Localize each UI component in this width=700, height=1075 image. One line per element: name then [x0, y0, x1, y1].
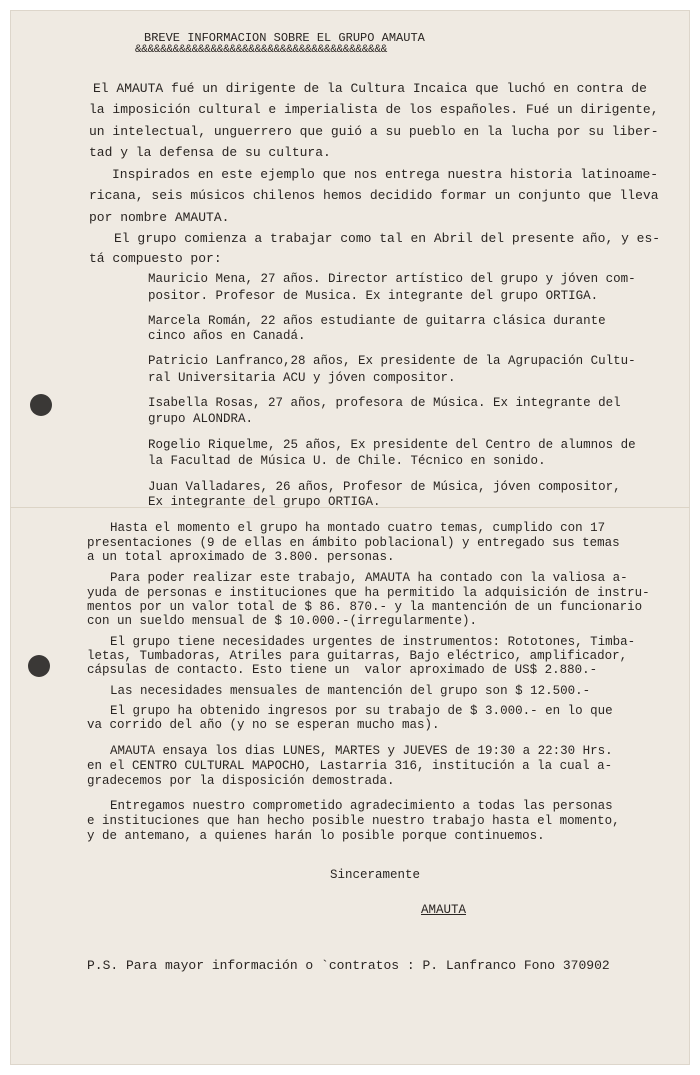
- intro-line: la imposición cultural e imperialista de los españoles. Fué un dirigente,: [89, 102, 659, 117]
- body-line: Hasta el momento el grupo ha montado cuatro temas, cumplido con 17: [110, 521, 606, 535]
- title-underline: &&&&&&&&&&&&&&&&&&&&&&&&&&&&&&&&&&&&&&&&: [135, 44, 388, 56]
- body-line: Para poder realizar este trabajo, AMAUTA ha contado con la valiosa a-: [110, 571, 628, 585]
- body-line: Entregamos nuestro comprometido agradecimiento a todas las personas: [110, 799, 613, 813]
- body-line: en el CENTRO CULTURAL MAPOCHO, Lastarria 316, institución a la cual a-: [87, 759, 613, 773]
- member-line: Rogelio Riquelme, 25 años, Ex presidente del Centro de alumnos de: [148, 438, 636, 452]
- member-line: positor. Profesor de Musica. Ex integrante del grupo ORTIGA.: [148, 289, 599, 303]
- member-line: Mauricio Mena, 27 años. Director artístico del grupo y jóven com-: [148, 272, 636, 286]
- body-line: Las necesidades mensuales de mantención del grupo son $ 12.500.-: [110, 684, 591, 698]
- intro-line: un intelectual, unguerrero que guió a su pueblo en la lucha por su liber-: [89, 124, 659, 139]
- signature: AMAUTA: [421, 903, 467, 917]
- member-line: Marcela Román, 22 años estudiante de guitarra clásica durante: [148, 314, 606, 328]
- member-line: la Facultad de Música U. de Chile. Técnico en sonido.: [148, 454, 546, 468]
- member-line: Juan Valladares, 26 años, Profesor de Música, jóven compositor,: [148, 480, 621, 494]
- member-line: Ex integrante del grupo ORTIGA.: [148, 495, 381, 509]
- intro-line: por nombre AMAUTA.: [89, 210, 230, 225]
- body-line: AMAUTA ensaya los dias LUNES, MARTES y JUEVES de 19:30 a 22:30 Hrs.: [110, 744, 613, 758]
- body-line: yuda de personas e instituciones que ha permitido la adquisición de instru-: [87, 586, 650, 600]
- member-line: Patricio Lanfranco,28 años, Ex presidente de la Agrupación Cultu-: [148, 354, 636, 368]
- punch-hole-bottom: [28, 655, 50, 677]
- body-line: a un total aproximado de 3.800. personas.: [87, 550, 395, 564]
- member-line: ral Universitaria ACU y jóven compositor.: [148, 371, 456, 385]
- body-line: cápsulas de contacto. Esto tiene un valor aproximado de US$ 2.880.-: [87, 663, 598, 677]
- intro-line: tá compuesto por:: [89, 251, 222, 266]
- postscript: P.S. Para mayor información o `contratos : P. Lanfranco Fono 370902: [87, 958, 610, 973]
- body-line: con un sueldo mensual de $ 10.000.-(irregularmente).: [87, 614, 478, 628]
- punch-hole-top: [30, 394, 52, 416]
- body-line: e instituciones que han hecho posible nuestro trabajo hasta el momento,: [87, 814, 620, 828]
- body-line: El grupo tiene necesidades urgentes de instrumentos: Rototones, Timba-: [110, 635, 636, 649]
- intro-line: El AMAUTA fué un dirigente de la Cultura Incaica que luchó en contra de: [93, 81, 647, 96]
- member-line: cinco años en Canadá.: [148, 329, 306, 343]
- body-line: y de antemano, a quienes harán lo posible porque continuemos.: [87, 829, 545, 843]
- intro-line: ricana, seis músicos chilenos hemos decidido formar un conjunto que lleva: [89, 188, 659, 203]
- body-line: presentaciones (9 de ellas en ámbito poblacional) y entregado sus temas: [87, 536, 620, 550]
- body-line: va corrido del año (y no se esperan mucho mas).: [87, 718, 440, 732]
- intro-line: tad y la defensa de su cultura.: [89, 145, 331, 160]
- member-line: Isabella Rosas, 27 años, profesora de Música. Ex integrante del: [148, 396, 621, 410]
- member-line: grupo ALONDRA.: [148, 412, 254, 426]
- intro-line: El grupo comienza a trabajar como tal en Abril del presente año, y es-: [114, 231, 661, 246]
- body-line: El grupo ha obtenido ingresos por su trabajo de $ 3.000.- en lo que: [110, 704, 613, 718]
- body-line: mentos por un valor total de $ 86. 870.- y la mantención de un funcionario: [87, 600, 643, 614]
- closing-text: Sinceramente: [330, 868, 421, 882]
- intro-line: Inspirados en este ejemplo que nos entrega nuestra historia latinoame-: [112, 167, 659, 182]
- body-line: gradecemos por la disposición demostrada.: [87, 774, 395, 788]
- document-title: BREVE INFORMACION SOBRE EL GRUPO AMAUTA: [144, 31, 425, 45]
- body-line: letas, Tumbadoras, Atriles para guitarras, Bajo eléctrico, amplificador,: [87, 649, 628, 663]
